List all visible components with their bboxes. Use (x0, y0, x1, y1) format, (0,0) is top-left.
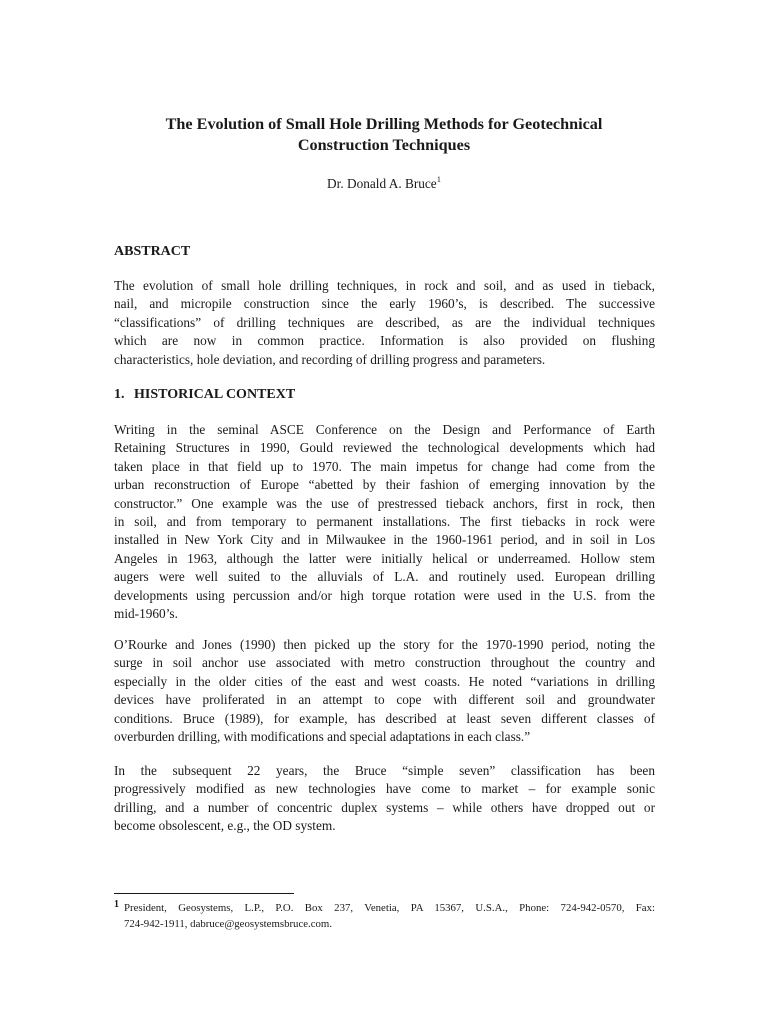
paragraph-line: developments using percussion and/or high torque rotation were used in the U.S. from the (114, 587, 655, 603)
paragraph-line: urban reconstruction of Europe “abetted by their fashion of emerging innovation by the (114, 477, 655, 493)
paragraph-line: augers were well suited to the alluvials of L.A. and routinely used. European drilling (114, 569, 655, 585)
author-line (114, 175, 654, 193)
paragraph-line: drilling, and a number of concentric duplex systems – while others have dropped out or (114, 799, 655, 815)
paragraph-line: O’Rourke and Jones (1990) then picked up the story for the 1970-1990 period, noting the (114, 637, 655, 652)
paragraph-line: installed in New York City and in Milwaukee in the 1960-1961 period, and in soil in Los (114, 532, 655, 548)
paragraph-line: devices have proliferated in an attempt to cope with different soil and groundwater (114, 692, 655, 708)
paragraph-line: progressively modified as new technologies have come to market – for example sonic (114, 781, 655, 797)
footnote-line: President, Geosystems, L.P., P.O. Box 237, Venetia, PA 15367, U.S.A., Phone: 724-942-0570, Fax: (124, 902, 655, 914)
paragraph-line: Writing in the seminal ASCE Conference on the Design and Performance of Earth (114, 422, 655, 437)
section-title: HISTORICAL CONTEXT (134, 387, 296, 402)
abstract-line: nail, and micropile construction since the early 1960’s, is described. The successive (114, 296, 655, 312)
footnote-mark: 1 (114, 899, 119, 910)
abstract-paragraph (114, 277, 655, 369)
section-paragraph-1 (114, 421, 655, 623)
paragraph-line: mid-1960’s. (114, 606, 178, 622)
abstract-line: The evolution of small hole drilling techniques, in rock and soil, and as used in tieback, (114, 278, 655, 293)
paragraph-line: constructor.” One example was the use of prestressed tieback anchors, first in rock, then (114, 495, 655, 511)
footnote-body (124, 900, 655, 932)
paragraph-line: In the subsequent 22 years, the Bruce “simple seven” classification has been (114, 763, 655, 778)
author-footnote-mark: 1 (436, 174, 441, 184)
paragraph-line: in soil, and from temporary to permanent installations. The first tiebacks in rock were (114, 514, 655, 530)
paragraph-line: especially in the older cities of the east and west coasts. He noted “variations in drilling (114, 673, 655, 689)
section-number: 1. (114, 387, 125, 402)
paragraph-line: overburden drilling, with modifications and special adaptations in each class.” (114, 729, 531, 745)
paper-title (114, 114, 654, 156)
abstract-line: characteristics, hole deviation, and recording of drilling progress and parameters. (114, 351, 546, 367)
footnote (114, 900, 655, 932)
paragraph-line: Angeles in 1963, although the latter were initially helical or underreamed. Hollow stem (114, 550, 655, 566)
section-paragraph-2 (114, 636, 655, 746)
paper-title-line-2: Construction Techniques (297, 136, 471, 154)
abstract-heading: ABSTRACT (114, 244, 191, 259)
paragraph-line: Retaining Structures in 1990, Gould reviewed the technological developments which had (114, 440, 655, 456)
section-paragraph-3 (114, 762, 655, 836)
footnote-line: 724-942-1911, dabruce@geosystemsbruce.com. (124, 918, 333, 930)
author-name: Dr. Donald A. Bruce (327, 176, 437, 191)
abstract-line: which are now in common practice. Information is also provided on flushing (114, 333, 655, 349)
paper-title-line-1: The Evolution of Small Hole Drilling Methods for Geotechnical (165, 115, 603, 133)
footnote-divider (114, 893, 294, 894)
paragraph-line: conditions. Bruce (1989), for example, has described at least seven different classes of (114, 710, 655, 726)
section-heading (114, 386, 295, 404)
paragraph-line: surge in soil anchor use associated with metro construction throughout the country and (114, 655, 655, 671)
paragraph-line: taken place in that field up to 1970. The main impetus for change had come from the (114, 458, 655, 474)
abstract-line: “classifications” of drilling techniques are described, as are the individual techniques (114, 314, 655, 330)
paragraph-line: become obsolescent, e.g., the OD system. (114, 818, 336, 834)
